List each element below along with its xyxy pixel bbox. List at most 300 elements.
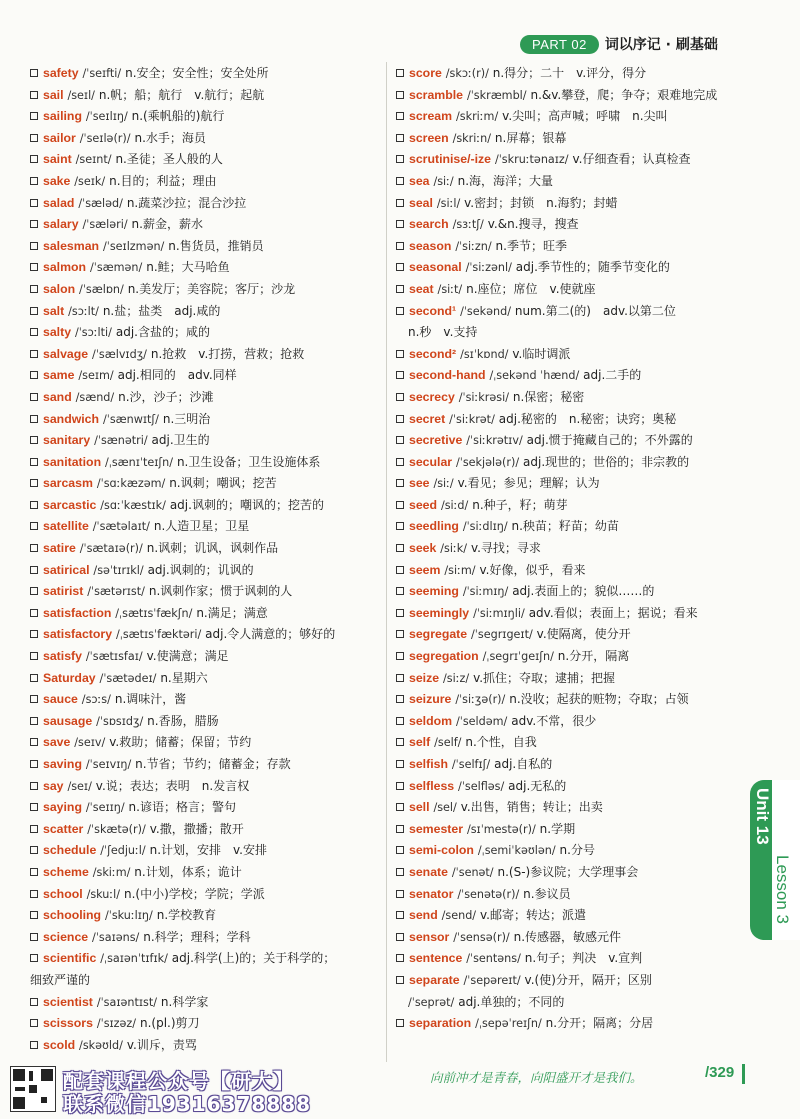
checkbox-icon[interactable] bbox=[30, 1019, 38, 1027]
definition: v.邮寄；转达；派遣 bbox=[480, 908, 586, 923]
phonetic: /ˈsɒsɪdʒ/ bbox=[96, 714, 144, 728]
checkbox-icon[interactable] bbox=[396, 825, 404, 833]
checkbox-icon[interactable] bbox=[396, 890, 404, 898]
vocab-entry bbox=[30, 646, 382, 668]
checkbox-icon[interactable] bbox=[30, 501, 38, 509]
checkbox-icon[interactable] bbox=[396, 263, 404, 271]
checkbox-icon[interactable] bbox=[396, 652, 404, 660]
phonetic: /ˈsætaɪə(r)/ bbox=[79, 542, 143, 556]
definition: v.说；表达；表明 n.发言权 bbox=[95, 778, 250, 793]
phonetic: /skuːl/ bbox=[86, 887, 121, 901]
checkbox-icon[interactable] bbox=[30, 695, 38, 703]
phonetic: /ˈsegrɪgeɪt/ bbox=[471, 628, 533, 642]
phonetic: /ˈskætə(r)/ bbox=[87, 822, 146, 836]
headword: seemingly bbox=[409, 605, 470, 620]
headword: separation bbox=[409, 1016, 472, 1031]
vocab-entry bbox=[396, 365, 746, 387]
definition: n.没收；起获的赃物；夺取；占领 bbox=[509, 692, 689, 707]
promo-line-2: 联系微信19316378888 bbox=[63, 1092, 312, 1116]
headword: salty bbox=[43, 325, 72, 340]
checkbox-icon[interactable] bbox=[396, 436, 404, 444]
headword: seat bbox=[409, 281, 434, 296]
checkbox-icon[interactable] bbox=[30, 803, 38, 811]
checkbox-icon[interactable] bbox=[30, 479, 38, 487]
checkbox-icon[interactable] bbox=[30, 954, 38, 962]
vocab-entry bbox=[30, 1013, 382, 1035]
checkbox-icon[interactable] bbox=[396, 479, 404, 487]
vocab-entry bbox=[30, 862, 382, 884]
checkbox-icon[interactable] bbox=[396, 976, 404, 984]
phonetic: /ˈsaɪəns/ bbox=[92, 930, 140, 944]
checkbox-icon[interactable] bbox=[30, 868, 38, 876]
checkbox-icon[interactable] bbox=[30, 393, 38, 401]
checkbox-icon[interactable] bbox=[30, 846, 38, 854]
checkbox-icon[interactable] bbox=[396, 307, 404, 315]
definition: n.计划，体系；诡计 bbox=[134, 864, 242, 879]
headword: scold bbox=[43, 1037, 76, 1052]
headword: secular bbox=[409, 454, 453, 469]
vocab-entry bbox=[30, 473, 382, 495]
definition: n.讽刺作家；惯于讽刺的人 bbox=[148, 584, 293, 599]
vocab-entry bbox=[396, 257, 746, 279]
phonetic: /ˌsegrɪˈgeɪʃn/ bbox=[482, 650, 554, 664]
vocab-entry bbox=[30, 1035, 382, 1057]
phonetic: /sɔːs/ bbox=[81, 693, 111, 707]
phonetic: /send/ bbox=[441, 909, 477, 923]
headword: seasonal bbox=[409, 260, 462, 275]
definition: n.盐；盐类 adj.咸的 bbox=[102, 303, 221, 318]
headword: say bbox=[43, 778, 64, 793]
vocab-entry bbox=[396, 171, 746, 193]
definition: n.&v.攀登，爬；争夺；艰难地完成 bbox=[530, 87, 718, 102]
headword: secrecy bbox=[409, 389, 455, 404]
definition: n.星期六 bbox=[160, 670, 208, 685]
vocab-entry bbox=[396, 970, 746, 992]
definition: adj.表面上的；貌似……的 bbox=[512, 584, 655, 599]
definition: v.尖叫；高声喊；呼啸 n.尖叫 bbox=[502, 109, 668, 124]
headword: seedling bbox=[409, 519, 459, 534]
definition: n.(中小)学校；学院；学派 bbox=[123, 886, 265, 901]
definition: adj.令人满意的；够好的 bbox=[205, 627, 336, 642]
page-number: /329 bbox=[705, 1064, 735, 1081]
definition: n.(pl.)剪刀 bbox=[140, 1016, 200, 1031]
unit-label: Unit 13 bbox=[753, 788, 772, 845]
checkbox-icon[interactable] bbox=[396, 717, 404, 725]
checkbox-icon[interactable] bbox=[396, 1019, 404, 1027]
definition: v.抓住；夺取；逮捕；把握 bbox=[473, 670, 616, 685]
checkbox-icon[interactable] bbox=[396, 954, 404, 962]
checkbox-icon[interactable] bbox=[396, 91, 404, 99]
checkbox-icon[interactable] bbox=[396, 112, 404, 120]
definition: v.使隔离，使分开 bbox=[536, 627, 631, 642]
headword: Saturday bbox=[43, 670, 96, 685]
checkbox-icon[interactable] bbox=[30, 242, 38, 250]
headword: scrutinise/-ize bbox=[409, 152, 492, 167]
page-header bbox=[520, 34, 718, 54]
phonetic: /ˈsætərɪst/ bbox=[87, 585, 145, 599]
phonetic: /ˈsiːkrəsi/ bbox=[458, 390, 509, 404]
phonetic: /ˈskræmbl/ bbox=[466, 88, 527, 102]
vocab-entry bbox=[30, 279, 382, 301]
definition: v.好像，似乎，看来 bbox=[479, 562, 586, 577]
phonetic: /ˈskruːtənaɪz/ bbox=[494, 153, 569, 167]
vocab-entry bbox=[396, 63, 746, 85]
definition: v.临时调派 bbox=[512, 346, 571, 361]
checkbox-icon[interactable] bbox=[30, 1041, 38, 1049]
checkbox-icon[interactable] bbox=[396, 350, 404, 358]
headword: satirist bbox=[43, 584, 84, 599]
phonetic: /ˈsaɪəntɪst/ bbox=[96, 995, 157, 1009]
headword: satellite bbox=[43, 519, 89, 534]
phonetic: /ˈsɔːlti/ bbox=[74, 326, 112, 340]
vocab-entry bbox=[396, 495, 746, 517]
checkbox-icon[interactable] bbox=[30, 738, 38, 746]
headword: schedule bbox=[43, 843, 97, 858]
vocab-entry bbox=[396, 711, 746, 733]
phonetic: /siːt/ bbox=[437, 282, 463, 296]
headword: sail bbox=[43, 87, 64, 102]
phonetic: /ˈselfləs/ bbox=[458, 779, 505, 793]
phonetic: /sɑːˈkæstɪk/ bbox=[100, 498, 166, 512]
checkbox-icon[interactable] bbox=[30, 825, 38, 833]
phonetic: /ˈseɪlzmən/ bbox=[102, 239, 165, 253]
headword: segregate bbox=[409, 627, 468, 642]
checkbox-icon[interactable] bbox=[30, 350, 38, 358]
definition: v.使满意；满足 bbox=[146, 649, 229, 664]
headword: school bbox=[43, 886, 83, 901]
definition: v.(使)分开，隔开；区别 bbox=[524, 972, 652, 987]
checkbox-icon[interactable] bbox=[30, 307, 38, 315]
page-number-bar bbox=[742, 1064, 745, 1084]
checkbox-icon[interactable] bbox=[396, 220, 404, 228]
checkbox-icon[interactable] bbox=[30, 91, 38, 99]
checkbox-icon[interactable] bbox=[396, 393, 404, 401]
checkbox-icon[interactable] bbox=[30, 69, 38, 77]
definition: n.分开，隔离 bbox=[557, 649, 630, 664]
checkbox-icon[interactable] bbox=[30, 911, 38, 919]
phonetic: /ˈskuːlɪŋ/ bbox=[105, 909, 153, 923]
phonetic: /ˈsiːzənl/ bbox=[465, 261, 512, 275]
vocab-entry bbox=[30, 603, 382, 625]
checkbox-icon[interactable] bbox=[396, 868, 404, 876]
vocab-entry bbox=[30, 63, 382, 85]
phonetic: /ˌsekənd ˈhænd/ bbox=[489, 369, 580, 383]
headword: safety bbox=[43, 66, 79, 80]
headword: segregation bbox=[409, 649, 479, 664]
phonetic: /ˌsemiˈkəʊlən/ bbox=[477, 844, 556, 858]
vocab-entry bbox=[30, 538, 382, 560]
checkbox-icon[interactable] bbox=[396, 522, 404, 530]
vocab-entry bbox=[30, 409, 382, 431]
checkbox-icon[interactable] bbox=[30, 760, 38, 768]
phonetic: /ˌsætɪsˈfæktəri/ bbox=[115, 628, 202, 642]
vocab-entry bbox=[30, 452, 382, 474]
definition: n.目的；利益；理由 bbox=[109, 173, 217, 188]
phonetic: /siːk/ bbox=[440, 542, 468, 556]
checkbox-icon[interactable] bbox=[396, 177, 404, 185]
checkbox-icon[interactable] bbox=[396, 199, 404, 207]
lesson-label: Lesson 3 bbox=[773, 855, 792, 924]
vocab-entry bbox=[30, 711, 382, 733]
headword: sauce bbox=[43, 692, 78, 707]
definition: n.三明治 bbox=[162, 411, 211, 426]
checkbox-icon[interactable] bbox=[30, 199, 38, 207]
definition: n.(S-)参议院；大学理事会 bbox=[497, 864, 639, 879]
headword: scramble bbox=[409, 87, 464, 102]
definition: n.圣徒；圣人般的人 bbox=[115, 152, 223, 167]
definition: v.寻找；寻求 bbox=[470, 541, 541, 556]
headword: sensor bbox=[409, 929, 450, 944]
headword: see bbox=[409, 476, 430, 491]
vocab-entry bbox=[30, 819, 382, 841]
headword: satirical bbox=[43, 562, 90, 577]
headword: sea bbox=[409, 173, 430, 188]
phonetic: /skriːm/ bbox=[456, 110, 499, 124]
definition: adj.科学(上)的；关于科学的； bbox=[171, 951, 336, 966]
checkbox-icon[interactable] bbox=[30, 155, 38, 163]
vocab-entry bbox=[30, 365, 382, 387]
headword: saying bbox=[43, 800, 82, 815]
vocab-entry bbox=[396, 1013, 746, 1035]
checkbox-icon[interactable] bbox=[30, 609, 38, 617]
vocab-entry bbox=[396, 862, 746, 884]
headword: semester bbox=[409, 821, 464, 836]
vocab-entry bbox=[396, 452, 746, 474]
checkbox-icon[interactable] bbox=[396, 371, 404, 379]
headword: salesman bbox=[43, 238, 100, 253]
checkbox-icon[interactable] bbox=[30, 458, 38, 466]
checkbox-icon[interactable] bbox=[30, 328, 38, 336]
definition: adj.季节性的；随季节变化的 bbox=[515, 260, 670, 275]
vocab-entry bbox=[30, 754, 382, 776]
checkbox-icon[interactable] bbox=[30, 630, 38, 638]
headword: salt bbox=[43, 303, 65, 318]
vocab-entry bbox=[30, 85, 382, 107]
phonetic: /seɪv/ bbox=[74, 736, 106, 750]
checkbox-icon[interactable] bbox=[396, 846, 404, 854]
checkbox-icon[interactable] bbox=[396, 285, 404, 293]
checkbox-icon[interactable] bbox=[30, 263, 38, 271]
vocab-entry bbox=[30, 128, 382, 150]
vocab-entry bbox=[396, 603, 746, 625]
checkbox-icon[interactable] bbox=[30, 998, 38, 1006]
checkbox-icon[interactable] bbox=[396, 803, 404, 811]
vocab-entry bbox=[30, 668, 382, 690]
phonetic: /self/ bbox=[434, 736, 462, 750]
vocab-entry bbox=[396, 754, 746, 776]
checkbox-icon[interactable] bbox=[396, 933, 404, 941]
definition: adj.自私的 bbox=[494, 757, 553, 771]
headword: scientist bbox=[43, 994, 93, 1009]
vocab-entry bbox=[30, 624, 382, 646]
headword: saving bbox=[43, 757, 82, 771]
vocab-entry bbox=[30, 344, 382, 366]
headword: sentence bbox=[409, 951, 463, 966]
definition: 细致严谨的 bbox=[30, 972, 91, 987]
checkbox-icon[interactable] bbox=[396, 782, 404, 790]
phonetic: /ˈseɪfti/ bbox=[82, 67, 122, 80]
checkbox-icon[interactable] bbox=[396, 415, 404, 423]
checkbox-icon[interactable] bbox=[30, 782, 38, 790]
phonetic: /skəʊld/ bbox=[79, 1038, 123, 1052]
definition: adj.讽刺的；嘲讽的；挖苦的 bbox=[169, 497, 324, 512]
vocab-entry bbox=[30, 776, 382, 798]
phonetic: /ˈsensə(r)/ bbox=[453, 930, 510, 944]
vocab-entry bbox=[396, 581, 746, 603]
headword: selfish bbox=[409, 757, 448, 771]
phonetic: /ˌsaɪənˈtɪfɪk/ bbox=[100, 952, 168, 966]
definition: v.&n.搜寻，搜查 bbox=[487, 217, 579, 232]
column-divider bbox=[386, 62, 387, 1062]
checkbox-icon[interactable] bbox=[396, 155, 404, 163]
definition: n.分开；隔离；分居 bbox=[545, 1016, 654, 1031]
checkbox-icon[interactable] bbox=[30, 717, 38, 725]
checkbox-icon[interactable] bbox=[30, 544, 38, 552]
phonetic: /ˈsiːdlɪŋ/ bbox=[462, 520, 508, 534]
headword: sarcasm bbox=[43, 476, 93, 491]
vocab-entry bbox=[30, 516, 382, 538]
vocab-entry bbox=[396, 776, 746, 798]
checkbox-icon[interactable] bbox=[396, 544, 404, 552]
checkbox-icon[interactable] bbox=[30, 566, 38, 574]
headword: salon bbox=[43, 281, 76, 296]
checkbox-icon[interactable] bbox=[396, 587, 404, 595]
phonetic: /sɔːlt/ bbox=[68, 304, 99, 318]
checkbox-icon[interactable] bbox=[30, 220, 38, 228]
checkbox-icon[interactable] bbox=[30, 933, 38, 941]
phonetic: /ˈsepəreɪt/ bbox=[463, 973, 521, 987]
definition: n.科学家 bbox=[160, 994, 209, 1009]
part-badge: PART 02 bbox=[520, 35, 599, 54]
definition: v.救助；储蓄；保留；节约 bbox=[109, 735, 252, 750]
headword: seizure bbox=[409, 692, 452, 707]
checkbox-icon[interactable] bbox=[396, 609, 404, 617]
definition: n.参议员 bbox=[523, 886, 571, 901]
phonetic: /skɔː(r)/ bbox=[445, 67, 489, 80]
checkbox-icon[interactable] bbox=[396, 134, 404, 142]
checkbox-icon[interactable] bbox=[30, 522, 38, 530]
phonetic: /ˈsæmən/ bbox=[89, 261, 143, 275]
phonetic: /seɪk/ bbox=[74, 174, 106, 188]
checkbox-icon[interactable] bbox=[30, 436, 38, 444]
definition: n.分号 bbox=[559, 843, 595, 858]
definition: v.密封；封锁 n.海豹；封蜡 bbox=[464, 195, 618, 210]
vocab-entry bbox=[30, 430, 382, 452]
headword: secret bbox=[409, 411, 446, 426]
definition: adj.含盐的；咸的 bbox=[115, 325, 210, 340]
vocab-entry bbox=[30, 840, 382, 862]
definition: n.谚语；格言；警句 bbox=[128, 800, 236, 815]
definition: n.计划，安排 v.安排 bbox=[149, 843, 267, 858]
definition: n.鲑；大马哈鱼 bbox=[146, 260, 230, 275]
headword: seal bbox=[409, 195, 433, 210]
checkbox-icon[interactable] bbox=[396, 674, 404, 682]
vocab-entry bbox=[396, 106, 746, 128]
checkbox-icon[interactable] bbox=[396, 738, 404, 746]
headword: satisfaction bbox=[43, 605, 112, 620]
checkbox-icon[interactable] bbox=[30, 652, 38, 660]
vocab-entry bbox=[30, 689, 382, 711]
checkbox-icon[interactable] bbox=[30, 587, 38, 595]
headword: salvage bbox=[43, 346, 89, 361]
checkbox-icon[interactable] bbox=[30, 112, 38, 120]
definition: adj.惯于掩藏自己的；不外露的 bbox=[526, 433, 693, 448]
checkbox-icon[interactable] bbox=[396, 501, 404, 509]
checkbox-icon[interactable] bbox=[30, 890, 38, 898]
checkbox-icon[interactable] bbox=[30, 415, 38, 423]
vocab-entry bbox=[30, 171, 382, 193]
definition: n.秧苗；籽苗；幼苗 bbox=[511, 519, 619, 534]
checkbox-icon[interactable] bbox=[30, 285, 38, 293]
phonetic: /ˈsenətə(r)/ bbox=[457, 887, 520, 901]
phonetic: /ˈsæləd/ bbox=[78, 196, 123, 210]
promo-line-1: 配套课程公众号【研大】 bbox=[63, 1069, 294, 1093]
phonetic: /siːz/ bbox=[443, 671, 470, 685]
vocab-entry bbox=[30, 948, 382, 970]
checkbox-icon[interactable] bbox=[30, 674, 38, 682]
vocab-entry bbox=[396, 992, 746, 1014]
vocab-entry bbox=[30, 214, 382, 236]
checkbox-icon[interactable] bbox=[30, 371, 38, 379]
phonetic: /seɪl/ bbox=[67, 88, 95, 102]
checkbox-icon[interactable] bbox=[30, 134, 38, 142]
checkbox-icon[interactable] bbox=[396, 911, 404, 919]
checkbox-icon[interactable] bbox=[396, 630, 404, 638]
checkbox-icon[interactable] bbox=[396, 695, 404, 703]
phonetic: /ˈsiːkrətɪv/ bbox=[466, 434, 523, 448]
headword: search bbox=[409, 217, 449, 232]
checkbox-icon[interactable] bbox=[396, 760, 404, 768]
definition: n.科学；理科；学科 bbox=[143, 929, 251, 944]
phonetic: /ˈsænwɪtʃ/ bbox=[102, 412, 159, 426]
definition: adj.单独的；不同的 bbox=[458, 994, 565, 1009]
vocab-entry bbox=[396, 236, 746, 258]
phonetic: /ˈseprət/ bbox=[408, 995, 455, 1009]
vocab-entry bbox=[396, 322, 746, 344]
phonetic: /ˈsætəlaɪt/ bbox=[92, 520, 150, 534]
footer-motto: 向前冲才是青春，向阳盛开才是我们。 bbox=[430, 1070, 643, 1085]
phonetic: /ˈsiːkrət/ bbox=[449, 412, 495, 426]
checkbox-icon[interactable] bbox=[396, 458, 404, 466]
definition: n.沙，沙子；沙滩 bbox=[118, 389, 214, 404]
headword: sanitary bbox=[43, 433, 91, 448]
vocab-entry bbox=[30, 927, 382, 949]
headword: satisfactory bbox=[43, 627, 113, 642]
phonetic: /ˈsenət/ bbox=[451, 865, 494, 879]
checkbox-icon[interactable] bbox=[30, 177, 38, 185]
headword: separate bbox=[409, 972, 460, 987]
headword: satire bbox=[43, 541, 76, 556]
phonetic: /ˈsekənd/ bbox=[460, 304, 511, 318]
phonetic: /ˈseɪɪŋ/ bbox=[85, 801, 125, 815]
checkbox-icon[interactable] bbox=[396, 69, 404, 77]
phonetic: /ˈsiːmɪŋ/ bbox=[462, 585, 509, 599]
phonetic: /ˈseɪlɪŋ/ bbox=[85, 110, 128, 124]
definition: n.薪金，薪水 bbox=[131, 217, 203, 232]
headword: save bbox=[43, 735, 71, 750]
definition: adj.讽刺的；讥讽的 bbox=[147, 562, 254, 577]
headword: sanitation bbox=[43, 454, 102, 469]
vocab-entry bbox=[396, 301, 746, 323]
headword: sell bbox=[409, 800, 430, 815]
definition: n.蔬菜沙拉；混合沙拉 bbox=[126, 195, 247, 210]
checkbox-icon[interactable] bbox=[396, 566, 404, 574]
vocab-entry bbox=[30, 106, 382, 128]
headword: science bbox=[43, 929, 89, 944]
checkbox-icon[interactable] bbox=[396, 242, 404, 250]
definition: v.仔细查看；认真检查 bbox=[572, 152, 691, 167]
definition: n.安全；安全性；安全处所 bbox=[125, 66, 269, 80]
